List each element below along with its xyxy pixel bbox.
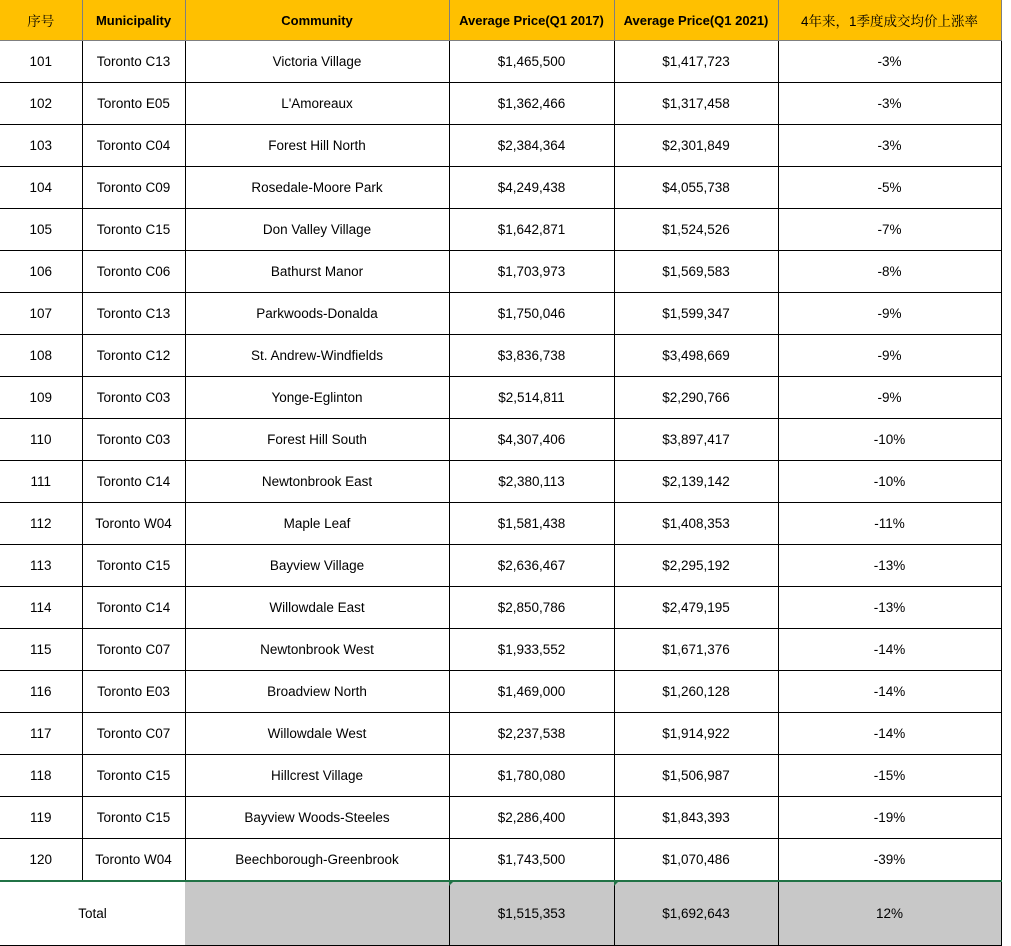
cell-change-rate[interactable]: -14% — [778, 629, 1001, 671]
cell-municipality[interactable]: Toronto C09 — [82, 167, 185, 209]
header-cell-municipality[interactable]: Municipality — [82, 0, 185, 41]
total-price-2017[interactable]: $1,515,353 — [449, 881, 614, 946]
table-row — [0, 251, 1001, 293]
table-row — [0, 839, 1001, 882]
cell-community[interactable]: Maple Leaf — [185, 503, 449, 545]
table-body — [0, 41, 1001, 946]
cell-index[interactable]: 103 — [0, 125, 82, 167]
cell-price-2021[interactable]: $2,290,766 — [614, 377, 778, 419]
table-row — [0, 335, 1001, 377]
cell-index[interactable]: 108 — [0, 335, 82, 377]
cell-municipality[interactable]: Toronto C03 — [82, 419, 185, 461]
cell-community[interactable]: Willowdale East — [185, 587, 449, 629]
cell-index[interactable]: 113 — [0, 545, 82, 587]
cell-municipality[interactable]: Toronto C13 — [82, 293, 185, 335]
cell-index[interactable]: 102 — [0, 83, 82, 125]
cell-price-2021[interactable]: $3,897,417 — [614, 419, 778, 461]
cell-index[interactable]: 117 — [0, 713, 82, 755]
table-row — [0, 83, 1001, 125]
cell-municipality[interactable]: Toronto C06 — [82, 251, 185, 293]
cell-price-2021[interactable]: $2,295,192 — [614, 545, 778, 587]
cell-change-rate[interactable]: -15% — [778, 755, 1001, 797]
cell-change-rate[interactable]: -13% — [778, 545, 1001, 587]
cell-community[interactable]: L'Amoreaux — [185, 83, 449, 125]
cell-municipality[interactable]: Toronto W04 — [82, 839, 185, 882]
table-row — [0, 587, 1001, 629]
cell-change-rate[interactable]: -10% — [778, 419, 1001, 461]
total-community-cell[interactable] — [185, 881, 449, 946]
cell-index[interactable]: 107 — [0, 293, 82, 335]
total-price-2021[interactable]: $1,692,643 — [614, 881, 778, 946]
total-change-rate[interactable]: 12% — [778, 881, 1001, 946]
cell-community[interactable]: Don Valley Village — [185, 209, 449, 251]
cell-index[interactable]: 119 — [0, 797, 82, 839]
header-cell-price-2021[interactable]: Average Price(Q1 2021) — [614, 0, 778, 41]
cell-community[interactable]: Victoria Village — [185, 41, 449, 83]
cell-price-2017[interactable]: $2,514,811 — [449, 377, 614, 419]
cell-index[interactable]: 106 — [0, 251, 82, 293]
cell-community[interactable]: Forest Hill North — [185, 125, 449, 167]
table-row — [0, 545, 1001, 587]
cell-change-rate[interactable]: -10% — [778, 461, 1001, 503]
cell-index[interactable]: 114 — [0, 587, 82, 629]
cell-municipality[interactable]: Toronto C07 — [82, 629, 185, 671]
table-row — [0, 293, 1001, 335]
cell-change-rate[interactable]: -9% — [778, 335, 1001, 377]
cell-change-rate[interactable]: -13% — [778, 587, 1001, 629]
cell-change-rate[interactable]: -9% — [778, 293, 1001, 335]
error-indicator-mark — [449, 881, 454, 886]
cell-community[interactable]: Newtonbrook West — [185, 629, 449, 671]
cell-price-2017[interactable]: $1,465,500 — [449, 41, 614, 83]
cell-community[interactable]: Bayview Village — [185, 545, 449, 587]
cell-price-2017[interactable]: $1,750,046 — [449, 293, 614, 335]
cell-change-rate[interactable]: -8% — [778, 251, 1001, 293]
cell-change-rate[interactable]: -39% — [778, 839, 1001, 882]
cell-municipality[interactable]: Toronto C15 — [82, 755, 185, 797]
cell-index[interactable]: 120 — [0, 839, 82, 882]
cell-price-2017[interactable]: $2,380,113 — [449, 461, 614, 503]
cell-price-2017[interactable]: $1,581,438 — [449, 503, 614, 545]
header-cell-index[interactable]: 序号 — [0, 0, 82, 41]
cell-index[interactable]: 115 — [0, 629, 82, 671]
cell-index[interactable]: 116 — [0, 671, 82, 713]
cell-community[interactable]: Forest Hill South — [185, 419, 449, 461]
cell-change-rate[interactable]: -3% — [778, 41, 1001, 83]
cell-community[interactable]: Bathurst Manor — [185, 251, 449, 293]
cell-price-2021[interactable]: $1,569,583 — [614, 251, 778, 293]
cell-municipality[interactable]: Toronto C13 — [82, 41, 185, 83]
table-row — [0, 377, 1001, 419]
cell-change-rate[interactable]: -14% — [778, 671, 1001, 713]
cell-community[interactable]: Willowdale West — [185, 713, 449, 755]
cell-change-rate[interactable]: -3% — [778, 83, 1001, 125]
cell-municipality[interactable]: Toronto C07 — [82, 713, 185, 755]
header-cell-price-2017[interactable]: Average Price(Q1 2017) — [449, 0, 614, 41]
cell-price-2017[interactable]: $4,307,406 — [449, 419, 614, 461]
total-label[interactable]: Total — [0, 881, 185, 946]
cell-price-2017[interactable]: $2,850,786 — [449, 587, 614, 629]
total-row — [0, 881, 1001, 946]
cell-community[interactable]: Parkwoods-Donalda — [185, 293, 449, 335]
table-row — [0, 209, 1001, 251]
table-row — [0, 755, 1001, 797]
cell-community[interactable]: Yonge-Eglinton — [185, 377, 449, 419]
cell-price-2017[interactable]: $1,933,552 — [449, 629, 614, 671]
cell-municipality[interactable]: Toronto E03 — [82, 671, 185, 713]
cell-municipality[interactable]: Toronto C14 — [82, 461, 185, 503]
cell-price-2017[interactable]: $2,286,400 — [449, 797, 614, 839]
cell-price-2017[interactable]: $1,743,500 — [449, 839, 614, 882]
cell-community[interactable]: Bayview Woods-Steeles — [185, 797, 449, 839]
table-row — [0, 125, 1001, 167]
cell-price-2017[interactable]: $3,836,738 — [449, 335, 614, 377]
cell-price-2017[interactable]: $2,636,467 — [449, 545, 614, 587]
cell-price-2017[interactable]: $1,469,000 — [449, 671, 614, 713]
header-row — [0, 0, 1001, 41]
table-row — [0, 797, 1001, 839]
cell-price-2021[interactable]: $1,599,347 — [614, 293, 778, 335]
cell-index[interactable]: 101 — [0, 41, 82, 83]
cell-index[interactable]: 104 — [0, 167, 82, 209]
table-row — [0, 461, 1001, 503]
cell-community[interactable]: St. Andrew-Windfields — [185, 335, 449, 377]
cell-change-rate[interactable]: -7% — [778, 209, 1001, 251]
cell-price-2017[interactable]: $1,703,973 — [449, 251, 614, 293]
table-row — [0, 41, 1001, 83]
cell-price-2021[interactable]: $4,055,738 — [614, 167, 778, 209]
table-row — [0, 629, 1001, 671]
cell-municipality[interactable]: Toronto C04 — [82, 125, 185, 167]
cell-community[interactable]: Newtonbrook East — [185, 461, 449, 503]
cell-price-2021[interactable]: $1,408,353 — [614, 503, 778, 545]
cell-index[interactable]: 112 — [0, 503, 82, 545]
cell-community[interactable]: Beechborough-Greenbrook — [185, 839, 449, 882]
cell-price-2021[interactable]: $1,506,987 — [614, 755, 778, 797]
cell-price-2021[interactable]: $1,070,486 — [614, 839, 778, 882]
cell-municipality[interactable]: Toronto C03 — [82, 377, 185, 419]
cell-change-rate[interactable]: -3% — [778, 125, 1001, 167]
cell-price-2017[interactable]: $1,362,466 — [449, 83, 614, 125]
cell-price-2021[interactable]: $3,498,669 — [614, 335, 778, 377]
cell-change-rate[interactable]: -5% — [778, 167, 1001, 209]
table-row — [0, 167, 1001, 209]
cell-price-2021[interactable]: $2,479,195 — [614, 587, 778, 629]
cell-municipality[interactable]: Toronto W04 — [82, 503, 185, 545]
cell-price-2021[interactable]: $1,671,376 — [614, 629, 778, 671]
header-cell-community[interactable]: Community — [185, 0, 449, 41]
cell-community[interactable]: Hillcrest Village — [185, 755, 449, 797]
cell-price-2017[interactable]: $2,384,364 — [449, 125, 614, 167]
cell-price-2017[interactable]: $2,237,538 — [449, 713, 614, 755]
cell-price-2021[interactable]: $1,914,922 — [614, 713, 778, 755]
cell-change-rate[interactable]: -14% — [778, 713, 1001, 755]
cell-change-rate[interactable]: -11% — [778, 503, 1001, 545]
cell-index[interactable]: 110 — [0, 419, 82, 461]
cell-change-rate[interactable]: -9% — [778, 377, 1001, 419]
cell-price-2017[interactable]: $1,642,871 — [449, 209, 614, 251]
table-row — [0, 671, 1001, 713]
cell-price-2017[interactable]: $4,249,438 — [449, 167, 614, 209]
cell-price-2021[interactable]: $2,139,142 — [614, 461, 778, 503]
table-row — [0, 419, 1001, 461]
cell-price-2021[interactable]: $1,843,393 — [614, 797, 778, 839]
table-row — [0, 713, 1001, 755]
cell-municipality[interactable]: Toronto C14 — [82, 587, 185, 629]
cell-index[interactable]: 111 — [0, 461, 82, 503]
cell-price-2021[interactable]: $1,524,526 — [614, 209, 778, 251]
cell-price-2021[interactable]: $1,317,458 — [614, 83, 778, 125]
header-cell-change-rate[interactable]: 4年来，1季度成交均价上涨率 — [778, 0, 1001, 41]
table-row — [0, 503, 1001, 545]
cell-community[interactable]: Rosedale-Moore Park — [185, 167, 449, 209]
cell-community[interactable]: Broadview North — [185, 671, 449, 713]
cell-municipality[interactable]: Toronto C15 — [82, 209, 185, 251]
cell-municipality[interactable]: Toronto C12 — [82, 335, 185, 377]
cell-index[interactable]: 118 — [0, 755, 82, 797]
cell-municipality[interactable]: Toronto C15 — [82, 797, 185, 839]
cell-price-2021[interactable]: $1,260,128 — [614, 671, 778, 713]
cell-change-rate[interactable]: -19% — [778, 797, 1001, 839]
cell-price-2021[interactable]: $2,301,849 — [614, 125, 778, 167]
error-indicator-mark — [614, 881, 619, 886]
cell-municipality[interactable]: Toronto E05 — [82, 83, 185, 125]
cell-price-2017[interactable]: $1,780,080 — [449, 755, 614, 797]
cell-price-2021[interactable]: $1,417,723 — [614, 41, 778, 83]
cell-municipality[interactable]: Toronto C15 — [82, 545, 185, 587]
cell-index[interactable]: 105 — [0, 209, 82, 251]
cell-index[interactable]: 109 — [0, 377, 82, 419]
